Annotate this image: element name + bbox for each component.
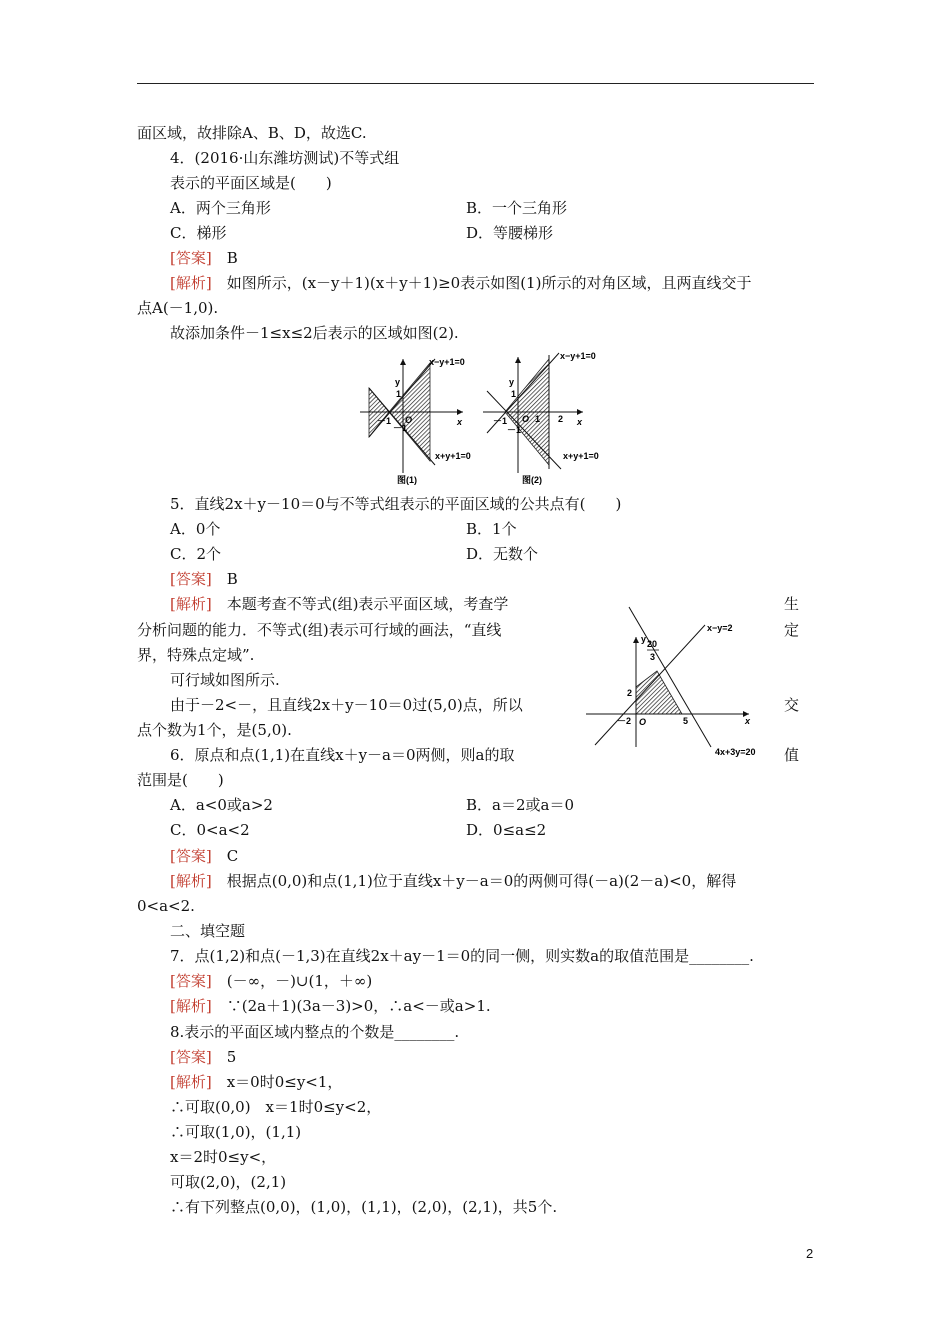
tick-label: －1 bbox=[377, 416, 392, 426]
analysis-line bbox=[170, 871, 736, 891]
x-axis-label: x bbox=[577, 417, 583, 427]
answer-tag: [答案] bbox=[170, 847, 212, 865]
header-rule bbox=[137, 83, 814, 84]
figure-1 bbox=[360, 355, 471, 485]
analysis-line bbox=[170, 273, 751, 293]
x-axis-label: x bbox=[745, 716, 751, 726]
option-a: A．a<0或a>2 bbox=[170, 796, 273, 814]
answer-text: B bbox=[211, 570, 238, 588]
tick-label: 1 bbox=[511, 389, 517, 399]
text-line: 面区域，故排除A、B、D，故选C. bbox=[137, 124, 367, 142]
option-d: D．等腰梯形 bbox=[466, 224, 554, 242]
text-line: 由于－2<－，且直线2x＋y－10＝0过(5,0)点，所以 bbox=[170, 696, 523, 714]
analysis-line bbox=[170, 996, 491, 1016]
answer-text: C bbox=[211, 847, 239, 865]
analysis-text: 如图所示，(x－y＋1)(x＋y＋1)≥0表示如图(1)所示的对角区域，且两直线交于 bbox=[211, 274, 752, 292]
answer-text: 5 bbox=[211, 1048, 237, 1066]
text-line: 范围是( ) bbox=[137, 771, 224, 789]
line-label: x+y+1=0 bbox=[563, 451, 599, 461]
analysis-tag: [解析] bbox=[170, 1073, 212, 1091]
answer-line bbox=[170, 1047, 236, 1067]
page-number: 2 bbox=[806, 1246, 814, 1261]
text-line: 点A(－1,0). bbox=[137, 299, 219, 317]
side-char: 定 bbox=[784, 621, 800, 639]
analysis-text: 根据点(0,0)和点(1,1)位于直线x＋y－a＝0的两侧可得(－a)(2－a)<0，解得 bbox=[211, 872, 737, 890]
question-8-stem: 8.表示的平面区域内整点的个数是________. bbox=[170, 1023, 460, 1041]
figure-2-caption: 图(2) bbox=[522, 475, 542, 485]
line-label: x+y+1=0 bbox=[435, 451, 471, 461]
answer-tag: [答案] bbox=[170, 1048, 212, 1066]
figure-1-caption: 图(1) bbox=[397, 475, 417, 485]
line-label: x−y+1=0 bbox=[560, 351, 596, 361]
tick-label: 2 bbox=[558, 414, 564, 424]
answer-text: (－∞，－)∪(1，＋∞) bbox=[211, 972, 373, 990]
answer-tag: [答案] bbox=[170, 972, 212, 990]
analysis-line bbox=[170, 1072, 342, 1092]
analysis-text: 本题考查不等式(组)表示平面区域，考查学 bbox=[211, 595, 509, 613]
option-a: A．两个三角形 bbox=[170, 199, 271, 217]
question-6-stem: 6．原点和点(1,1)在直线x＋y－a＝0两侧，则a的取 bbox=[170, 746, 515, 764]
origin-label: O bbox=[522, 414, 530, 424]
tick-label: －2 bbox=[617, 716, 632, 726]
text-line: ∴有下列整点(0,0)，(1,0)，(1,1)，(2,0)，(2,1)，共5个. bbox=[170, 1198, 558, 1216]
side-char: 生 bbox=[784, 595, 800, 613]
line-label: 4x+3y=20 bbox=[715, 747, 756, 757]
text-line: 故添加条件－1≤x≤2后表示的区域如图(2). bbox=[170, 324, 459, 342]
option-b: B．1个 bbox=[466, 520, 517, 538]
question-4-stem: 4．(2016·山东潍坊测试)不等式组 bbox=[170, 149, 400, 167]
tick-label: 2 bbox=[627, 688, 633, 698]
fraction-numerator: 20 bbox=[647, 639, 658, 649]
option-b: B．一个三角形 bbox=[466, 199, 568, 217]
line-label: x−y+1=0 bbox=[429, 357, 465, 367]
option-c: C．2个 bbox=[170, 545, 222, 563]
option-c: C．梯形 bbox=[170, 224, 227, 242]
analysis-line bbox=[170, 594, 508, 614]
figure-3 bbox=[583, 597, 773, 767]
fraction-denominator: 3 bbox=[650, 652, 656, 662]
answer-line bbox=[170, 846, 238, 866]
option-d: D．0≤a≤2 bbox=[466, 821, 547, 839]
answer-line bbox=[170, 971, 372, 991]
text-line: ∴可取(0,0) x＝1时0≤y<2， bbox=[170, 1098, 382, 1116]
y-axis-label: y bbox=[509, 377, 515, 387]
text-line: 分析问题的能力．不等式(组)表示可行域的画法，“直线 bbox=[137, 621, 502, 639]
origin-label: O bbox=[639, 717, 647, 727]
tick-label: 5 bbox=[683, 716, 689, 726]
y-axis-label: y bbox=[641, 634, 647, 644]
text-line: 表示的平面区域是( ) bbox=[170, 174, 332, 192]
text-line: x＝2时0≤y<， bbox=[170, 1148, 277, 1166]
answer-text: B bbox=[211, 249, 238, 267]
tick-label: －1 bbox=[507, 425, 522, 435]
option-c: C．0<a<2 bbox=[170, 821, 250, 839]
text-line: 点个数为1个，是(5,0). bbox=[137, 721, 292, 739]
origin-label: O bbox=[405, 415, 413, 425]
answer-tag: [答案] bbox=[170, 249, 212, 267]
analysis-tag: [解析] bbox=[170, 595, 212, 613]
tick-label: －1 bbox=[493, 416, 508, 426]
question-5-stem: 5．直线2x＋y－10＝0与不等式组表示的平面区域的公共点有( ) bbox=[170, 495, 622, 513]
analysis-tag: [解析] bbox=[170, 274, 212, 292]
tick-label: －1 bbox=[393, 423, 408, 433]
tick-label: 1 bbox=[396, 389, 402, 399]
option-d: D．无数个 bbox=[466, 545, 539, 563]
figure-2 bbox=[483, 351, 599, 485]
section-heading: 二、填空题 bbox=[170, 922, 246, 940]
side-char: 交 bbox=[784, 696, 800, 714]
analysis-text: x＝0时0≤y<1， bbox=[211, 1073, 343, 1091]
side-char: 值 bbox=[784, 746, 800, 764]
line-label: x−y=2 bbox=[707, 623, 733, 633]
y-axis-label: y bbox=[395, 377, 401, 387]
text-line: 界，特殊点定域”. bbox=[137, 646, 255, 664]
analysis-tag: [解析] bbox=[170, 872, 212, 890]
text-line: 可行域如图所示. bbox=[170, 671, 280, 689]
option-a: A．0个 bbox=[170, 520, 221, 538]
analysis-tag: [解析] bbox=[170, 997, 212, 1015]
analysis-text: ∵(2a＋1)(3a－3)>0，∴a<－或a>1. bbox=[211, 997, 491, 1015]
answer-line bbox=[170, 248, 238, 268]
x-axis-label: x bbox=[457, 417, 463, 427]
text-line: 可取(2,0)，(2,1) bbox=[170, 1173, 287, 1191]
answer-line bbox=[170, 569, 238, 589]
option-b: B．a＝2或a＝0 bbox=[466, 796, 574, 814]
tick-label: 1 bbox=[535, 414, 541, 424]
text-line: 0<a<2. bbox=[137, 897, 195, 915]
figure-pair bbox=[355, 345, 625, 490]
answer-tag: [答案] bbox=[170, 570, 212, 588]
text-line: ∴可取(1,0)，(1,1) bbox=[170, 1123, 302, 1141]
question-7-stem: 7．点(1,2)和点(－1,3)在直线2x＋ay－1＝0的同一侧，则实数a的取值范围是________. bbox=[170, 947, 754, 965]
